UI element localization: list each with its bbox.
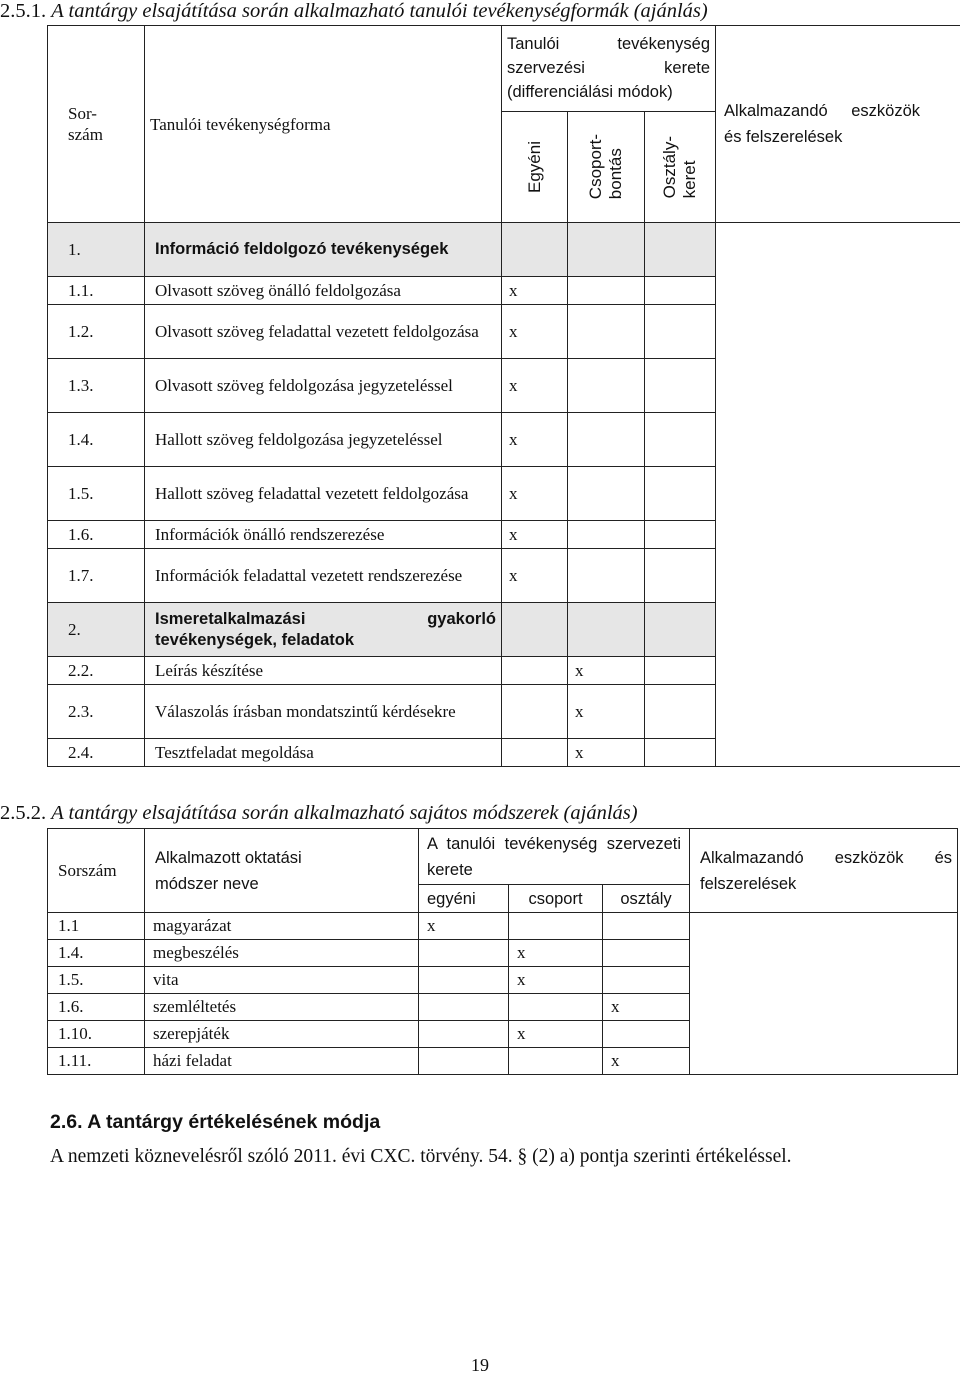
row-text: Olvasott szöveg feladattal vezetett feldolgozása [145,305,502,359]
row-egyeni: x [502,467,568,521]
row-num: 1.1. [48,277,145,305]
row-num: 1.10. [48,1021,145,1048]
section-title: A tantárgy elsajátítása során alkalmazható tanulói tevékenységformák (ajánlás) [51,0,708,22]
assessment-paragraph: A nemzeti köznevelésről szóló 2011. évi CXC. törvény. 54. § (2) a) pontja szerinti értékeléssel. [50,1146,792,1167]
row-method: szerepjáték [145,1021,419,1048]
row-osztaly [645,305,716,359]
row-num: 1.4. [48,413,145,467]
row-egyeni: x [502,549,568,603]
row-csoport: x [509,940,603,967]
row-csoport: x [509,967,603,994]
row-num: 2. [48,603,145,657]
row-text: Válaszolás írásban mondatszintű kérdésekre [145,685,502,739]
row-num: 1.3. [48,359,145,413]
methods-table [47,828,958,1075]
row-osztaly [645,359,716,413]
row-csoport [509,1048,603,1075]
row-egyeni [502,739,568,767]
row-osztaly [603,967,690,994]
row-egyeni: x [502,359,568,413]
row-csoport [568,305,645,359]
row-csoport: x [509,1021,603,1048]
header-egyeni: egyéni [419,885,509,913]
row-egyeni: x [502,413,568,467]
row-method: vita [145,967,419,994]
row-num: 1.5. [48,967,145,994]
row-text: Olvasott szöveg feldolgozása jegyzeteléssel [145,359,502,413]
section-heading-2-6: 2.6. A tantárgy értékelésének módja [50,1111,381,1133]
row-num: 1. [48,223,145,277]
row-csoport [568,223,645,277]
row-csoport [509,994,603,1021]
row-num: 2.2. [48,657,145,685]
header-csoport: csoport [509,885,603,913]
eszkozok-cell [690,913,958,1075]
row-text: Hallott szöveg feladattal vezetett feldolgozása [145,467,502,521]
row-csoport: x [568,739,645,767]
row-osztaly: x [603,994,690,1021]
row-osztaly [645,657,716,685]
header-keret: A tanulói tevékenység szervezeti kerete [419,829,690,885]
row-num: 1.6. [48,521,145,549]
row-osztaly [645,223,716,277]
header-forma: Tanulói tevékenységforma [145,26,502,223]
row-egyeni [419,967,509,994]
row-egyeni: x [502,277,568,305]
header-egyeni: Egyéni [502,112,568,223]
header-osztaly: osztály [603,885,690,913]
header-sorszam: Sorszám [48,829,145,913]
row-text: Hallott szöveg feldolgozása jegyzeteléssel [145,413,502,467]
row-egyeni: x [502,305,568,359]
section-heading-2-5-1 [0,0,708,23]
header-csoport: Csoport- bontás [568,112,645,223]
row-num: 2.4. [48,739,145,767]
row-egyeni [502,223,568,277]
row-osztaly [603,1021,690,1048]
row-osztaly [645,603,716,657]
row-osztaly [645,685,716,739]
row-csoport: x [568,657,645,685]
row-csoport [568,603,645,657]
activity-forms-table [47,25,960,767]
row-method: magyarázat [145,913,419,940]
row-csoport [568,277,645,305]
row-csoport [568,467,645,521]
row-text: Olvasott szöveg önálló feldolgozása [145,277,502,305]
row-num: 1.7. [48,549,145,603]
row-text: Tesztfeladat megoldása [145,739,502,767]
row-osztaly [645,521,716,549]
section-title: A tantárgy elsajátítása során alkalmazható sajátos módszerek (ajánlás) [51,802,638,824]
row-osztaly [645,413,716,467]
row-egyeni [502,603,568,657]
row-osztaly [645,549,716,603]
row-csoport [568,521,645,549]
section-number: 2.5.2. [0,802,47,824]
row-csoport: x [568,685,645,739]
row-num: 1.1 [48,913,145,940]
header-keret: Tanulói tevékenység szervezési kerete (differenciálási módok) [502,26,716,112]
section-number: 2.5.1. [0,0,47,22]
row-egyeni [419,940,509,967]
row-osztaly [603,940,690,967]
row-osztaly [645,467,716,521]
row-osztaly [645,277,716,305]
header-eszkozok: Alkalmazandó eszközök és felszerelések [690,829,958,913]
row-method: megbeszélés [145,940,419,967]
row-egyeni [419,1021,509,1048]
row-egyeni [419,994,509,1021]
row-num: 2.3. [48,685,145,739]
row-num: 1.6. [48,994,145,1021]
row-num: 1.2. [48,305,145,359]
row-egyeni: x [502,521,568,549]
row-num: 1.4. [48,940,145,967]
row-egyeni [502,657,568,685]
row-osztaly [603,913,690,940]
row-method: szemléltetés [145,994,419,1021]
row-egyeni [502,685,568,739]
row-text: Információ feldolgozó tevékenységek [145,223,502,277]
eszkozok-cell [716,223,960,767]
row-osztaly [645,739,716,767]
header-eszkozok: Alkalmazandó eszközök és felszerelések [716,26,960,223]
page-number: 19 [471,1355,489,1375]
row-egyeni [419,1048,509,1075]
row-text: Ismeretalkalmazási gyakorló tevékenységek, feladatok [145,603,502,657]
header-sorszam: Sor- szám [48,26,145,223]
row-text: Információk önálló rendszerezése [145,521,502,549]
row-text: Információk feladattal vezetett rendszerezése [145,549,502,603]
row-num: 1.5. [48,467,145,521]
row-text: Leírás készítése [145,657,502,685]
row-csoport [568,549,645,603]
row-csoport [568,413,645,467]
row-csoport [568,359,645,413]
row-num: 1.11. [48,1048,145,1075]
header-modszer: Alkalmazott oktatási módszer neve [145,829,419,913]
row-osztaly: x [603,1048,690,1075]
row-egyeni: x [419,913,509,940]
row-method: házi feladat [145,1048,419,1075]
section-heading-2-5-2 [0,802,638,825]
row-csoport [509,913,603,940]
header-osztaly: Osztály- keret [645,112,716,223]
